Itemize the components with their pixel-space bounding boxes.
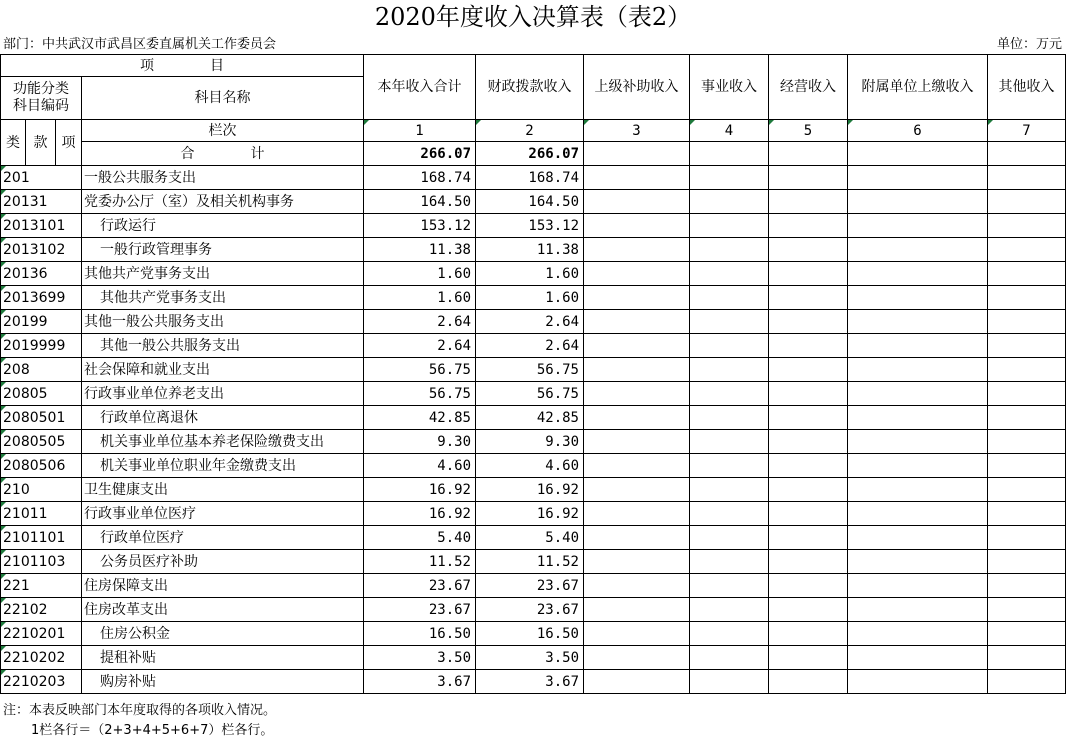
row-col-2: 16.92 <box>476 478 584 502</box>
row-subject-name: 一般公共服务支出 <box>82 166 364 190</box>
row-col-5 <box>769 622 848 646</box>
header-xiang: 项 <box>56 120 82 166</box>
row-col-4 <box>690 454 769 478</box>
row-col-2: 11.38 <box>476 238 584 262</box>
row-col-6 <box>848 598 988 622</box>
row-col-5 <box>769 430 848 454</box>
row-subject-name: 住房保障支出 <box>82 574 364 598</box>
row-col-3 <box>584 382 690 406</box>
row-col-5 <box>769 598 848 622</box>
row-col-5 <box>769 358 848 382</box>
row-col-4 <box>690 238 769 262</box>
row-col-7 <box>988 670 1066 694</box>
table-row <box>1 598 1066 622</box>
row-subject-name: 行政事业单位养老支出 <box>82 382 364 406</box>
row-col-7 <box>988 574 1066 598</box>
total-col-5 <box>769 142 848 166</box>
row-subject-name: 卫生健康支出 <box>82 478 364 502</box>
row-col-2: 168.74 <box>476 166 584 190</box>
row-subject-name: 社会保障和就业支出 <box>82 358 364 382</box>
row-col-6 <box>848 406 988 430</box>
header-col-3: 上级补助收入 <box>584 55 690 120</box>
row-col-6 <box>848 382 988 406</box>
table-row <box>1 262 1066 286</box>
row-col-6 <box>848 478 988 502</box>
row-code: 2080505 <box>1 430 82 454</box>
row-code: 2210203 <box>1 670 82 694</box>
table-row <box>1 622 1066 646</box>
total-col-2: 266.07 <box>476 142 584 166</box>
row-col-3 <box>584 406 690 430</box>
row-col-5 <box>769 502 848 526</box>
table-row <box>1 550 1066 574</box>
row-col-7 <box>988 550 1066 574</box>
row-col-4 <box>690 382 769 406</box>
row-col-3 <box>584 166 690 190</box>
total-col-3 <box>584 142 690 166</box>
row-col-4 <box>690 502 769 526</box>
header-col-1: 本年收入合计 <box>364 55 476 120</box>
header-col-2: 财政拨款收入 <box>476 55 584 120</box>
row-col-4 <box>690 598 769 622</box>
row-col-4 <box>690 358 769 382</box>
row-col-1: 9.30 <box>364 430 476 454</box>
row-col-5 <box>769 166 848 190</box>
table-row <box>1 334 1066 358</box>
row-col-3 <box>584 238 690 262</box>
col-number-7: 7 <box>988 120 1066 142</box>
row-col-3 <box>584 190 690 214</box>
row-col-7 <box>988 382 1066 406</box>
row-code: 221 <box>1 574 82 598</box>
row-col-7 <box>988 262 1066 286</box>
row-col-5 <box>769 382 848 406</box>
row-col-7 <box>988 190 1066 214</box>
row-col-7 <box>988 454 1066 478</box>
row-col-1: 153.12 <box>364 214 476 238</box>
row-subject-name: 行政事业单位医疗 <box>82 502 364 526</box>
row-subject-name: 其他一般公共服务支出 <box>82 310 364 334</box>
row-col-5 <box>769 190 848 214</box>
table-row <box>1 406 1066 430</box>
row-col-6 <box>848 526 988 550</box>
row-subject-name: 一般行政管理事务 <box>82 238 364 262</box>
row-col-2: 23.67 <box>476 574 584 598</box>
unit-label: 单位：万元 <box>996 37 1062 52</box>
row-col-1: 3.50 <box>364 646 476 670</box>
row-col-2: 2.64 <box>476 334 584 358</box>
row-col-6 <box>848 454 988 478</box>
row-col-3 <box>584 310 690 334</box>
row-col-2: 2.64 <box>476 310 584 334</box>
row-col-6 <box>848 646 988 670</box>
row-col-2: 153.12 <box>476 214 584 238</box>
row-col-1: 5.40 <box>364 526 476 550</box>
row-subject-name: 住房公积金 <box>82 622 364 646</box>
row-code: 2013101 <box>1 214 82 238</box>
row-col-2: 5.40 <box>476 526 584 550</box>
row-code: 20199 <box>1 310 82 334</box>
row-col-3 <box>584 622 690 646</box>
note-2: 1栏各行＝（2+3+4+5+6+7）栏各行。 <box>31 723 274 738</box>
row-col-2: 11.52 <box>476 550 584 574</box>
row-col-6 <box>848 286 988 310</box>
row-col-2: 16.92 <box>476 502 584 526</box>
row-col-5 <box>769 406 848 430</box>
row-subject-name: 公务员医疗补助 <box>82 550 364 574</box>
row-subject-name: 提租补贴 <box>82 646 364 670</box>
row-col-5 <box>769 550 848 574</box>
row-col-2: 164.50 <box>476 190 584 214</box>
row-col-1: 16.92 <box>364 502 476 526</box>
row-col-7 <box>988 502 1066 526</box>
table-row <box>1 430 1066 454</box>
table-row <box>1 358 1066 382</box>
row-col-3 <box>584 598 690 622</box>
row-col-4 <box>690 526 769 550</box>
row-col-7 <box>988 478 1066 502</box>
row-col-1: 4.60 <box>364 454 476 478</box>
row-col-1: 42.85 <box>364 406 476 430</box>
row-col-1: 16.50 <box>364 622 476 646</box>
row-code: 208 <box>1 358 82 382</box>
total-col-4 <box>690 142 769 166</box>
row-subject-name: 机关事业单位基本养老保险缴费支出 <box>82 430 364 454</box>
row-code: 2101103 <box>1 550 82 574</box>
col-number-3: 3 <box>584 120 690 142</box>
table-row <box>1 214 1066 238</box>
table-row <box>1 526 1066 550</box>
report-title: 2020年度收入决算表（表2） <box>374 3 692 31</box>
header-subject-name: 科目名称 <box>82 77 364 120</box>
header-func-code: 功能分类科目编码 <box>1 77 82 120</box>
row-col-6 <box>848 622 988 646</box>
row-col-5 <box>769 670 848 694</box>
row-col-6 <box>848 238 988 262</box>
total-col-6 <box>848 142 988 166</box>
table-row <box>1 502 1066 526</box>
header-col-5: 经营收入 <box>769 55 848 120</box>
row-col-6 <box>848 166 988 190</box>
row-col-4 <box>690 190 769 214</box>
row-col-5 <box>769 574 848 598</box>
header-lanci: 栏次 <box>82 120 364 142</box>
row-col-2: 9.30 <box>476 430 584 454</box>
row-col-6 <box>848 262 988 286</box>
total-label: 合 计 <box>82 142 364 166</box>
row-code: 2101101 <box>1 526 82 550</box>
row-col-5 <box>769 238 848 262</box>
notes <box>3 701 276 741</box>
row-subject-name: 住房改革支出 <box>82 598 364 622</box>
row-col-7 <box>988 406 1066 430</box>
row-col-3 <box>584 358 690 382</box>
row-col-1: 23.67 <box>364 574 476 598</box>
row-col-3 <box>584 502 690 526</box>
row-col-1: 1.60 <box>364 286 476 310</box>
row-code: 2013699 <box>1 286 82 310</box>
row-col-3 <box>584 574 690 598</box>
row-col-3 <box>584 334 690 358</box>
row-col-4 <box>690 550 769 574</box>
row-col-2: 56.75 <box>476 382 584 406</box>
row-col-5 <box>769 526 848 550</box>
row-code: 2210201 <box>1 622 82 646</box>
row-col-2: 3.67 <box>476 670 584 694</box>
income-final-accounts-table <box>0 54 1066 694</box>
row-col-3 <box>584 526 690 550</box>
row-col-4 <box>690 310 769 334</box>
total-col-7 <box>988 142 1066 166</box>
row-col-6 <box>848 574 988 598</box>
row-col-1: 2.64 <box>364 310 476 334</box>
row-col-7 <box>988 238 1066 262</box>
row-code: 20805 <box>1 382 82 406</box>
row-col-6 <box>848 190 988 214</box>
row-subject-name: 行政运行 <box>82 214 364 238</box>
row-col-4 <box>690 214 769 238</box>
row-col-4 <box>690 478 769 502</box>
table-row <box>1 478 1066 502</box>
row-col-7 <box>988 430 1066 454</box>
row-col-1: 11.52 <box>364 550 476 574</box>
row-col-7 <box>988 286 1066 310</box>
header-col-6: 附属单位上缴收入 <box>848 55 988 120</box>
table-row <box>1 190 1066 214</box>
row-col-3 <box>584 286 690 310</box>
row-col-4 <box>690 262 769 286</box>
row-col-3 <box>584 454 690 478</box>
row-col-4 <box>690 622 769 646</box>
row-col-1: 1.60 <box>364 262 476 286</box>
header-item: 项 目 <box>1 55 364 77</box>
row-col-6 <box>848 502 988 526</box>
row-col-3 <box>584 478 690 502</box>
table-row <box>1 646 1066 670</box>
row-col-7 <box>988 310 1066 334</box>
row-col-3 <box>584 670 690 694</box>
row-code: 2013102 <box>1 238 82 262</box>
row-col-7 <box>988 646 1066 670</box>
table-row <box>1 310 1066 334</box>
row-col-1: 164.50 <box>364 190 476 214</box>
col-number-2: 2 <box>476 120 584 142</box>
row-code: 21011 <box>1 502 82 526</box>
row-col-1: 16.92 <box>364 478 476 502</box>
row-code: 210 <box>1 478 82 502</box>
row-col-3 <box>584 430 690 454</box>
row-col-2: 16.50 <box>476 622 584 646</box>
row-col-7 <box>988 598 1066 622</box>
row-col-4 <box>690 646 769 670</box>
row-col-5 <box>769 478 848 502</box>
row-subject-name: 购房补贴 <box>82 670 364 694</box>
row-subject-name: 其他共产党事务支出 <box>82 262 364 286</box>
row-col-4 <box>690 286 769 310</box>
row-col-7 <box>988 358 1066 382</box>
header-lei: 类 <box>1 120 26 166</box>
row-col-2: 4.60 <box>476 454 584 478</box>
col-number-1: 1 <box>364 120 476 142</box>
row-col-2: 56.75 <box>476 358 584 382</box>
row-col-2: 42.85 <box>476 406 584 430</box>
table-row <box>1 166 1066 190</box>
row-col-2: 1.60 <box>476 262 584 286</box>
row-col-7 <box>988 166 1066 190</box>
row-col-4 <box>690 406 769 430</box>
row-col-1: 11.38 <box>364 238 476 262</box>
row-col-5 <box>769 214 848 238</box>
col-number-6: 6 <box>848 120 988 142</box>
row-col-5 <box>769 262 848 286</box>
row-col-6 <box>848 550 988 574</box>
row-col-1: 23.67 <box>364 598 476 622</box>
row-col-4 <box>690 670 769 694</box>
row-col-4 <box>690 166 769 190</box>
row-col-4 <box>690 430 769 454</box>
row-col-7 <box>988 622 1066 646</box>
row-subject-name: 其他共产党事务支出 <box>82 286 364 310</box>
row-col-6 <box>848 670 988 694</box>
row-col-6 <box>848 214 988 238</box>
row-col-1: 3.67 <box>364 670 476 694</box>
row-code: 20131 <box>1 190 82 214</box>
header-kuan: 款 <box>26 120 56 166</box>
row-col-5 <box>769 646 848 670</box>
row-col-1: 168.74 <box>364 166 476 190</box>
row-code: 2210202 <box>1 646 82 670</box>
table-row <box>1 286 1066 310</box>
col-number-4: 4 <box>690 120 769 142</box>
row-col-5 <box>769 286 848 310</box>
row-subject-name: 机关事业单位职业年金缴费支出 <box>82 454 364 478</box>
total-col-1: 266.07 <box>364 142 476 166</box>
row-code: 201 <box>1 166 82 190</box>
row-code: 20136 <box>1 262 82 286</box>
row-col-3 <box>584 550 690 574</box>
table-row <box>1 238 1066 262</box>
row-col-6 <box>848 334 988 358</box>
note-1: 注：本表反映部门本年度取得的各项收入情况。 <box>3 703 277 718</box>
table-row <box>1 574 1066 598</box>
col-number-5: 5 <box>769 120 848 142</box>
row-col-6 <box>848 358 988 382</box>
row-col-2: 23.67 <box>476 598 584 622</box>
table-row <box>1 670 1066 694</box>
row-code: 22102 <box>1 598 82 622</box>
row-col-2: 3.50 <box>476 646 584 670</box>
header-col-7: 其他收入 <box>988 55 1066 120</box>
row-code: 2080506 <box>1 454 82 478</box>
row-col-5 <box>769 454 848 478</box>
row-col-1: 56.75 <box>364 382 476 406</box>
header-col-4: 事业收入 <box>690 55 769 120</box>
row-col-6 <box>848 310 988 334</box>
row-col-4 <box>690 574 769 598</box>
row-subject-name: 行政单位离退休 <box>82 406 364 430</box>
row-col-5 <box>769 334 848 358</box>
department-label: 部门：中共武汉市武昌区委直属机关工作委员会 <box>3 37 277 52</box>
row-col-3 <box>584 262 690 286</box>
row-col-7 <box>988 526 1066 550</box>
row-subject-name: 党委办公厅（室）及相关机构事务 <box>82 190 364 214</box>
row-col-3 <box>584 646 690 670</box>
row-col-6 <box>848 430 988 454</box>
row-col-7 <box>988 214 1066 238</box>
row-col-2: 1.60 <box>476 286 584 310</box>
table-row <box>1 454 1066 478</box>
table-row <box>1 382 1066 406</box>
row-col-4 <box>690 334 769 358</box>
row-code: 2080501 <box>1 406 82 430</box>
row-subject-name: 其他一般公共服务支出 <box>82 334 364 358</box>
row-col-1: 2.64 <box>364 334 476 358</box>
row-col-7 <box>988 334 1066 358</box>
row-code: 2019999 <box>1 334 82 358</box>
row-col-3 <box>584 214 690 238</box>
row-col-1: 56.75 <box>364 358 476 382</box>
row-subject-name: 行政单位医疗 <box>82 526 364 550</box>
row-col-5 <box>769 310 848 334</box>
